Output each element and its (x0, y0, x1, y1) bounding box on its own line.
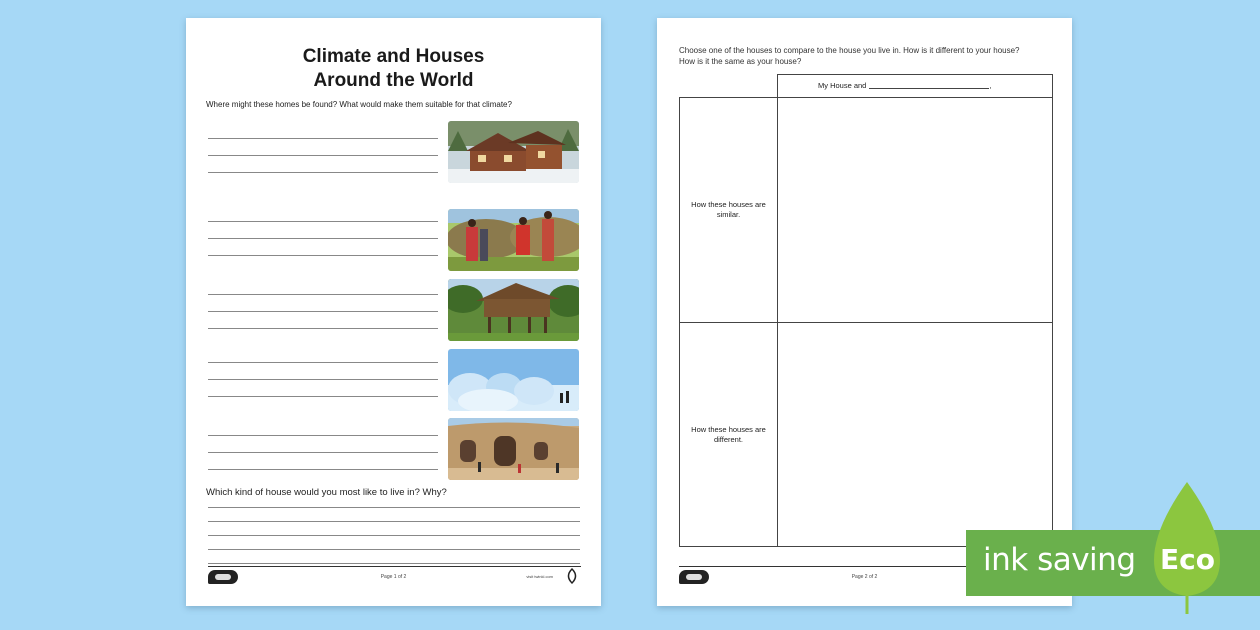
footer-rule (208, 566, 581, 567)
writing-line (208, 507, 580, 508)
title-line-2: Around the World (313, 70, 474, 91)
instructions-line-1: Choose one of the houses to compare to the house you live in. How is it different to your house? (679, 46, 1020, 55)
writing-line (208, 138, 438, 139)
writing-line (208, 294, 438, 295)
comparison-table (679, 74, 1053, 547)
writing-line (208, 311, 438, 312)
answer-row (186, 329, 601, 391)
writing-line (208, 469, 438, 470)
writing-line (208, 535, 580, 536)
writing-line (208, 172, 438, 173)
worksheet-prompt: Where might these homes be found? What would make them suitable for that climate? (206, 100, 512, 109)
different-label: How these houses are different. (691, 424, 766, 444)
writing-line (208, 452, 438, 453)
header-label: My House and (818, 81, 867, 90)
log-cabin-photo (448, 121, 579, 183)
worksheet-page-1 (186, 18, 601, 606)
writing-line (208, 155, 438, 156)
cave-dwellings-photo (448, 418, 579, 480)
worksheet-title (186, 45, 601, 93)
page-number: Page 1 of 2 (380, 574, 407, 580)
eco-mark-icon (563, 567, 581, 585)
table-header-cell: My House and , (777, 74, 1053, 98)
answer-row (186, 121, 601, 183)
writing-line (208, 549, 580, 550)
question-favourite-house: Which kind of house would you most like to live in? Why? (206, 487, 447, 498)
writing-line (208, 238, 438, 239)
writing-line (208, 435, 438, 436)
instructions-line-2: How is it the same as your house? (679, 57, 802, 66)
similar-answer-cell[interactable] (777, 97, 1053, 323)
answer-row (186, 260, 601, 322)
comparison-instructions (679, 45, 1054, 67)
title-line-1: Climate and Houses (302, 46, 485, 67)
eco-label: Eco (1160, 543, 1215, 576)
answer-row (186, 190, 601, 252)
writing-line (208, 521, 580, 522)
ink-saving-text: ink saving (983, 542, 1136, 578)
worksheet-page-2 (657, 18, 1072, 606)
writing-line (208, 379, 438, 380)
writing-line (208, 396, 438, 397)
different-answer-cell[interactable] (777, 322, 1053, 547)
similar-label-cell (679, 97, 778, 323)
different-label-cell (679, 322, 778, 547)
footer-url: visit twinkl.com (526, 574, 553, 579)
writing-line (208, 221, 438, 222)
similar-label: How these houses are similar. (691, 200, 766, 219)
answer-row (186, 399, 601, 461)
writing-line (208, 362, 438, 363)
page-number: Page 2 of 2 (851, 574, 878, 580)
writing-line (208, 255, 438, 256)
writing-line (208, 563, 580, 564)
